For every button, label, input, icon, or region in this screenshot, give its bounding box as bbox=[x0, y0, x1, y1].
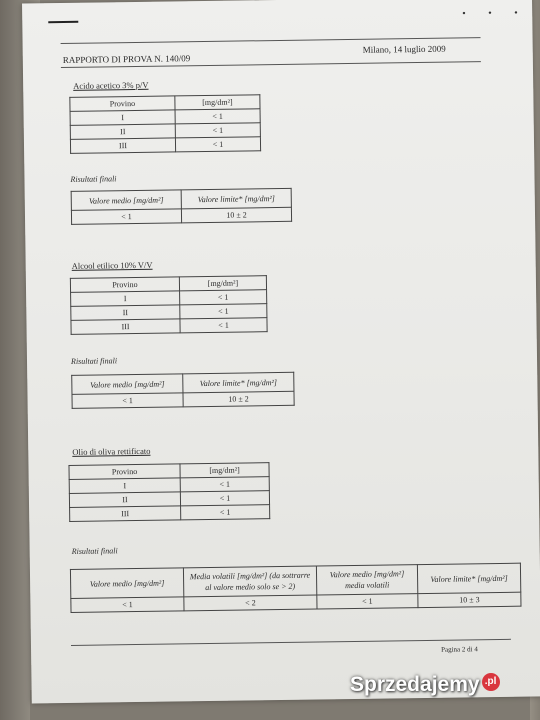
cell: < 1 bbox=[180, 318, 267, 333]
cell: < 1 bbox=[180, 290, 267, 305]
header-cell: Valore medio [mg/dm²] bbox=[70, 568, 183, 599]
header-cell: [mg/dm²] bbox=[179, 276, 266, 291]
cell: I bbox=[71, 291, 180, 307]
header-cell: [mg/dm²] bbox=[180, 463, 269, 478]
section-title-acido-acetico: Acido acetico 3% p/V bbox=[73, 79, 149, 91]
samples-table-alcool-etilico bbox=[70, 275, 268, 335]
hole-punch-marks: • • • bbox=[462, 7, 528, 20]
results-table-olio-di-oliva bbox=[70, 563, 522, 613]
cell: II bbox=[69, 492, 180, 508]
cell: < 1 bbox=[175, 137, 260, 152]
header-cell: [mg/dm²] bbox=[175, 95, 260, 110]
corner-mark bbox=[48, 21, 78, 23]
results-label: Risultati finali bbox=[70, 356, 118, 366]
cell: < 2 bbox=[184, 595, 317, 611]
cell: II bbox=[71, 305, 180, 321]
cell: 10 ± 2 bbox=[181, 207, 291, 223]
watermark-badge: .pl bbox=[482, 673, 500, 691]
cell: < 1 bbox=[175, 109, 260, 124]
header-cell: Provino bbox=[70, 96, 175, 111]
cell: < 1 bbox=[175, 123, 260, 138]
header-top-rule bbox=[61, 37, 481, 44]
cell: < 1 bbox=[317, 594, 418, 609]
header-cell: Valore limite* [mg/dm²] bbox=[183, 372, 294, 393]
table-row bbox=[70, 137, 260, 154]
section-title-olio-di-oliva: Olio di oliva rettificato bbox=[72, 445, 151, 457]
header-cell: Media volatili [mg/dm²] (da sottrarre al valore medio solo se > 2) bbox=[183, 566, 316, 597]
samples-table-olio-di-oliva bbox=[68, 462, 270, 522]
cell: III bbox=[71, 319, 180, 335]
header-cell: Provino bbox=[70, 277, 179, 293]
results-table-alcool-etilico bbox=[71, 372, 294, 409]
table-row bbox=[72, 391, 294, 408]
header-cell: Valore medio [mg/dm²] media volatili bbox=[316, 565, 417, 595]
header-cell: Provino bbox=[69, 464, 180, 480]
report-title: RAPPORTO DI PROVA N. 140/09 bbox=[62, 53, 191, 65]
cell: 10 ± 2 bbox=[183, 391, 294, 407]
results-label: Risultati finali bbox=[70, 174, 117, 184]
cell: < 1 bbox=[181, 505, 270, 520]
watermark bbox=[350, 673, 500, 697]
report-place-date: Milano, 14 luglio 2009 bbox=[362, 43, 446, 55]
watermark-text: Sprzedajemy bbox=[350, 673, 480, 696]
cell: < 1 bbox=[72, 393, 183, 409]
cell: II bbox=[70, 124, 175, 139]
table-row bbox=[71, 318, 267, 335]
page-number: Pagina 2 di 4 bbox=[441, 645, 478, 654]
results-table-acido-acetico bbox=[71, 188, 292, 225]
cell: < 1 bbox=[71, 597, 184, 613]
header-cell: Valore limite* [mg/dm²] bbox=[181, 188, 291, 209]
section-title-alcool-etilico: Alcool etilico 10% V/V bbox=[71, 259, 153, 271]
header-cell: Valore medio [mg/dm²] bbox=[71, 190, 181, 211]
cell: 10 ± 3 bbox=[418, 592, 521, 607]
header-cell: Valore medio [mg/dm²] bbox=[72, 374, 183, 395]
cell: I bbox=[69, 478, 180, 494]
table-row bbox=[70, 505, 270, 522]
cell: III bbox=[70, 506, 181, 522]
document-page bbox=[22, 0, 540, 703]
table-row bbox=[71, 207, 291, 224]
results-label: Risultati finali bbox=[71, 546, 118, 556]
header-cell: Valore limite* [mg/dm²] bbox=[417, 563, 520, 593]
cell: < 1 bbox=[180, 491, 269, 506]
cell: < 1 bbox=[180, 304, 267, 319]
cell: < 1 bbox=[180, 477, 269, 492]
cell: III bbox=[70, 138, 175, 153]
samples-table-acido-acetico bbox=[69, 94, 261, 154]
cell: < 1 bbox=[71, 209, 181, 225]
cell: I bbox=[70, 110, 175, 125]
